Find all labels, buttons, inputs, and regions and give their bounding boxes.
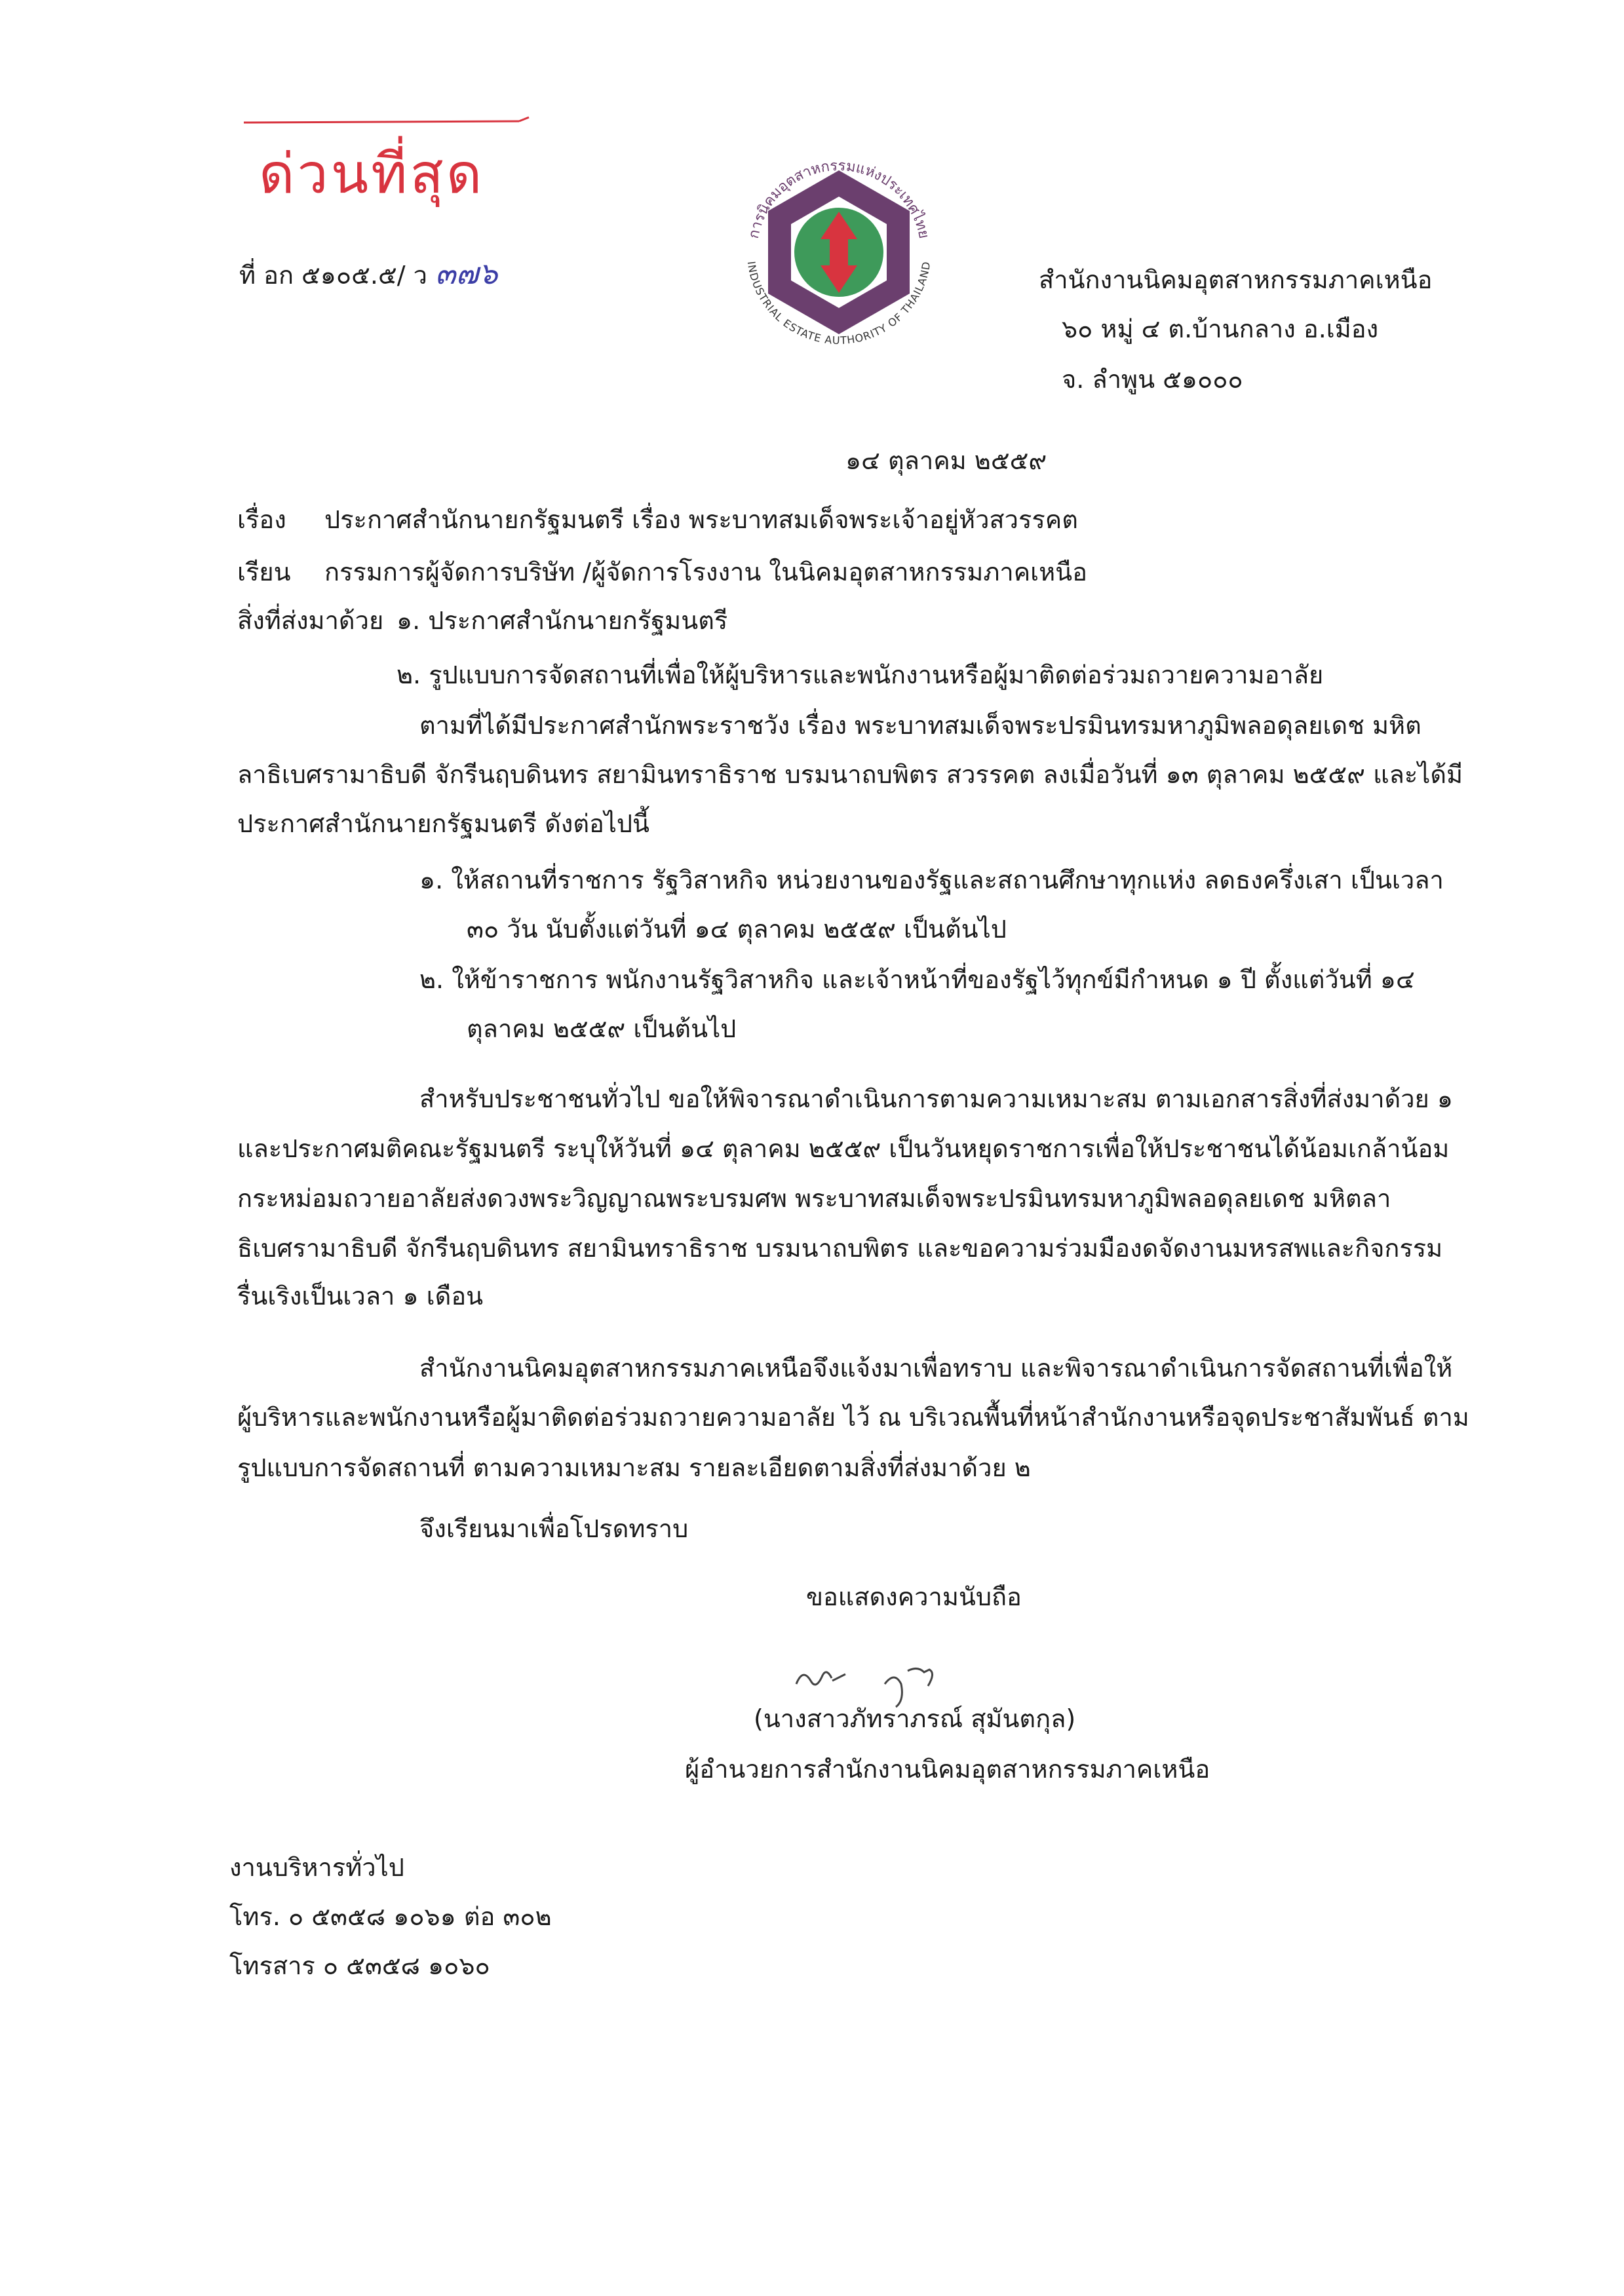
body-para1-line1: ตามที่ได้มีประกาศสำนักพระราชวัง เรื่อง พระบาทสมเด็จพระปรมินทรมหาภูมิพลอดุลยเดช มหิต xyxy=(419,711,1421,740)
footer-fax: โทรสาร ๐ ๕๓๕๘ ๑๐๖๐ xyxy=(229,1951,490,1980)
subject-text: ประกาศสำนักนายกรัฐมนตรี เรื่อง พระบาทสมเด็จพระเจ้าอยู่หัวสวรรคต xyxy=(324,505,1078,534)
reference-prefix: ที่ อก ๕๑๐๕.๕/ ว xyxy=(239,261,427,290)
body-para2-line1: สำหรับประชาชนทั่วไป ขอให้พิจารณาดำเนินการตามความเหมาะสม ตามเอกสารสิ่งที่ส่งมาด้วย ๑ xyxy=(419,1084,1454,1113)
stamp-decoration xyxy=(244,115,539,134)
ieat-logo xyxy=(721,134,957,370)
address-line-3: จ. ลำพูน ๕๑๐๐๐ xyxy=(1062,365,1243,394)
body-para3-line3: รูปแบบการจัดสถานที่ ตามความเหมาะสม รายละเอียดตามสิ่งที่ส่งมาด้วย ๒ xyxy=(237,1453,1031,1482)
address-line-2: ๖๐ หมู่ ๔ ต.บ้านกลาง อ.เมือง xyxy=(1062,315,1379,343)
signatory-position: ผู้อำนวยการสำนักงานนิคมอุตสาหกรรมภาคเหนือ xyxy=(685,1755,1210,1784)
body-para3-line1: สำนักงานนิคมอุตสาหกรรมภาคเหนือจึงแจ้งมาเพื่อทราบ และพิจารณาดำเนินการจัดสถานที่เพื่อให้ xyxy=(419,1354,1453,1383)
enclosure-item-1: ๑. ประกาศสำนักนายกรัฐมนตรี xyxy=(396,606,728,635)
body-para3-line2: ผู้บริหารและพนักงานหรือผู้มาติดต่อร่วมถวายความอาลัย ไว้ ณ บริเวณพื้นที่หน้าสำนักงานหรือจุดประชาสัมพันธ์ ตาม xyxy=(237,1403,1469,1432)
handwritten-number: ๓๗๖ xyxy=(435,256,498,291)
to-label: เรียน xyxy=(237,558,291,586)
enclosure-item-2: ๒. รูปแบบการจัดสถานที่เพื่อให้ผู้บริหารและพนักงานหรือผู้มาติดต่อร่วมถวายความอาลัย xyxy=(396,660,1324,689)
logo-thai-arc: การนิคมอุตสาหกรรมแห่งประเทศไทย xyxy=(745,157,933,240)
body-para2-line3: กระหม่อมถวายอาลัยส่งดวงพระวิญญาณพระบรมศพ พระบาทสมเด็จพระปรมินทรมหาภูมิพลอดุลยเดช มหิตลา xyxy=(237,1184,1391,1213)
footer-telephone: โทร. ๐ ๕๓๕๘ ๑๐๖๑ ต่อ ๓๐๒ xyxy=(229,1902,552,1931)
body-item2-line2: ตุลาคม ๒๕๕๙ เป็นต้นไป xyxy=(467,1014,737,1043)
address-line-1: สำนักงานนิคมอุตสาหกรรมภาคเหนือ xyxy=(1039,265,1433,294)
body-para2-line5: รื่นเริงเป็นเวลา ๑ เดือน xyxy=(237,1282,484,1311)
to-text: กรรมการผู้จัดการบริษัท /ผู้จัดการโรงงาน ในนิคมอุตสาหกรรมภาคเหนือ xyxy=(324,558,1087,586)
footer-department: งานบริหารทั่วไป xyxy=(229,1853,404,1882)
reference-number xyxy=(239,257,497,292)
logo-english-arc: INDUSTRIAL ESTATE AUTHORITY OF THAILAND xyxy=(744,260,933,347)
signatory-name: (นางสาวภัทราภรณ์ สุมันตกุล) xyxy=(754,1704,1076,1733)
enclosures-label: สิ่งที่ส่งมาด้วย xyxy=(237,606,384,635)
body-para2-line2: และประกาศมติคณะรัฐมนตรี ระบุให้วันที่ ๑๔ ตุลาคม ๒๕๕๙ เป็นวันหยุดราชการเพื่อให้ประชาชนได้น้อมเกล้าน้อม xyxy=(237,1134,1450,1163)
body-para2-line4: ธิเบศรามาธิบดี จักรีนฤบดินทร สยามินทราธิราช บรมนาถบพิตร และขอความร่วมมืองดจัดงานมหรสพและกิจกรรม xyxy=(237,1234,1443,1263)
body-para1-line2: ลาธิเบศรามาธิบดี จักรีนฤบดินทร สยามินทราธิราช บรมนาถบพิตร สวรรคต ลงเมื่อวันที่ ๑๓ ตุลาคม ๒๕๕๙ และได้มี xyxy=(237,760,1463,789)
urgent-stamp: ด่วนที่สุด xyxy=(259,142,485,206)
body-para1-line3: ประกาศสำนักนายกรัฐมนตรี ดังต่อไปนี้ xyxy=(237,809,650,838)
regards: ขอแสดงความนับถือ xyxy=(806,1582,1022,1611)
closing-line: จึงเรียนมาเพื่อโปรดทราบ xyxy=(419,1514,689,1543)
body-item2-line1: ๒. ให้ข้าราชการ พนักงานรัฐวิสาหกิจ และเจ้าหน้าที่ของรัฐไว้ทุกข์มีกำหนด ๑ ปี ตั้งแต่วันที่ ๑๔ xyxy=(419,965,1415,994)
subject-label: เรื่อง xyxy=(237,505,286,534)
letter-date: ๑๔ ตุลาคม ๒๕๕๙ xyxy=(845,446,1047,475)
logo-hexagon-ring xyxy=(768,170,910,334)
body-item1-line2: ๓๐ วัน นับตั้งแต่วันที่ ๑๔ ตุลาคม ๒๕๕๙ เป็นต้นไป xyxy=(467,915,1007,944)
body-item1-line1: ๑. ให้สถานที่ราชการ รัฐวิสาหกิจ หน่วยงานของรัฐและสถานศึกษาทุกแห่ง ลดธงครึ่งเสา เป็นเวลา xyxy=(419,866,1444,894)
